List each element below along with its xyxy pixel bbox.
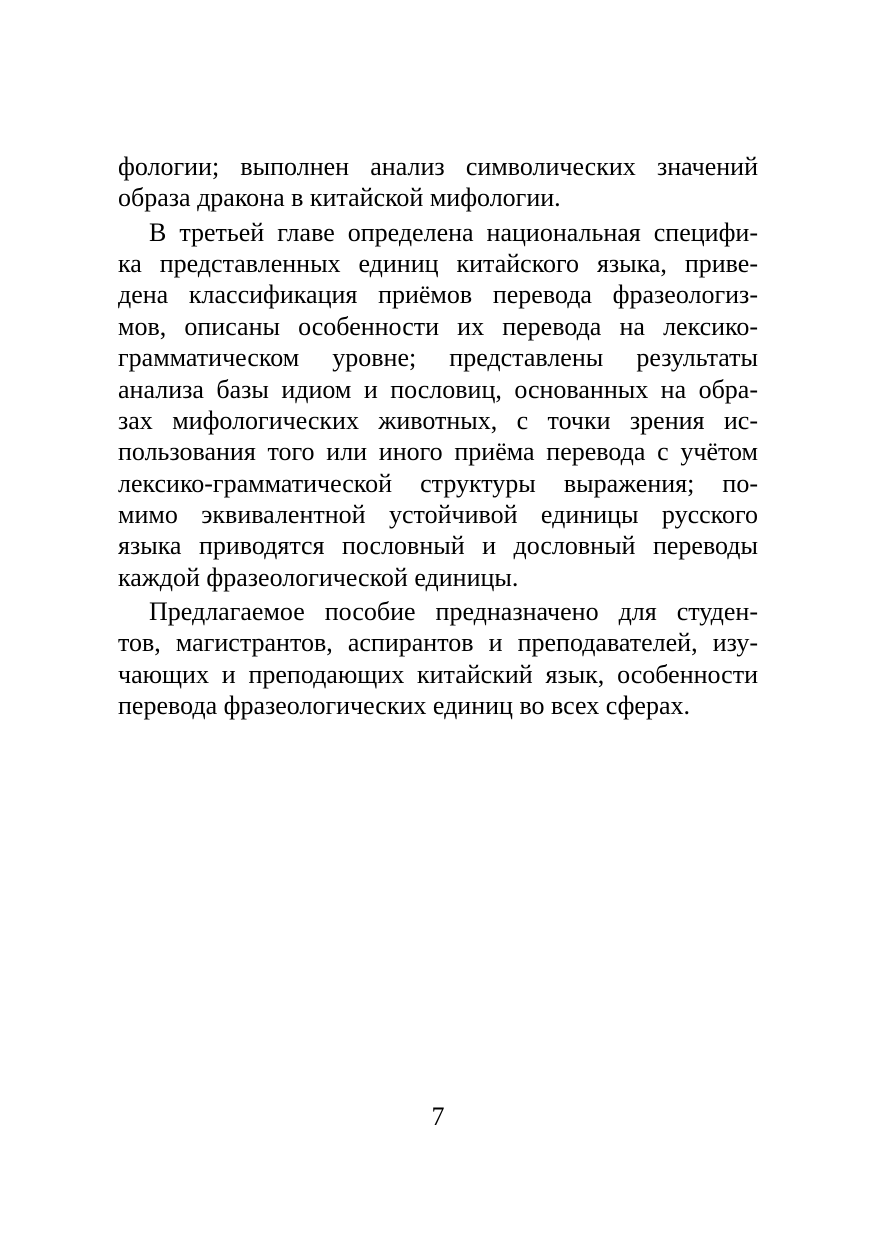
text-line: каждой фразеологической единицы. <box>118 562 519 592</box>
text-line: чающих и преподающих китайский язык, особенности <box>118 659 758 689</box>
text-line: образа дракона в китайской мифологии. <box>118 183 561 213</box>
text-line: тов, магистрантов, аспирантов и преподавателей, изу- <box>118 628 758 658</box>
text-line: анализа базы идиом и пословиц, основанных на обра- <box>118 374 758 404</box>
text-line: Предлагаемое пособие предназначено для студен- <box>149 597 758 627</box>
paragraph-3 <box>118 596 758 722</box>
paragraph-1 <box>118 151 758 214</box>
text-line: мимо эквивалентной устойчивой единицы русского <box>118 500 758 530</box>
text-line: лексико-грамматической структуры выражения; по- <box>118 468 758 498</box>
text-line: языка приводятся пословный и дословный переводы <box>118 531 758 561</box>
text-line: дена классификация приёмов перевода фразеологиз- <box>118 280 758 310</box>
text-line: фологии; выполнен анализ символических значений <box>118 152 758 181</box>
page-number: 7 <box>431 1102 445 1131</box>
text-line: В третьей главе определена национальная специфи- <box>149 217 758 247</box>
text-line: пользования того или иного приёма перевода с учётом <box>118 437 758 467</box>
text-line: мов, описаны особенности их перевода на лексико- <box>118 311 758 341</box>
body-text <box>118 151 758 722</box>
text-line: зах мифологических животных, с точки зрения ис- <box>118 405 758 435</box>
paragraph-2 <box>118 217 758 594</box>
text-line: перевода фразеологических единиц во всех сферах. <box>118 691 691 721</box>
text-line: грамматическом уровне; представлены результаты <box>118 343 758 373</box>
text-line: ка представленных единиц китайского языка, приве- <box>118 248 758 278</box>
